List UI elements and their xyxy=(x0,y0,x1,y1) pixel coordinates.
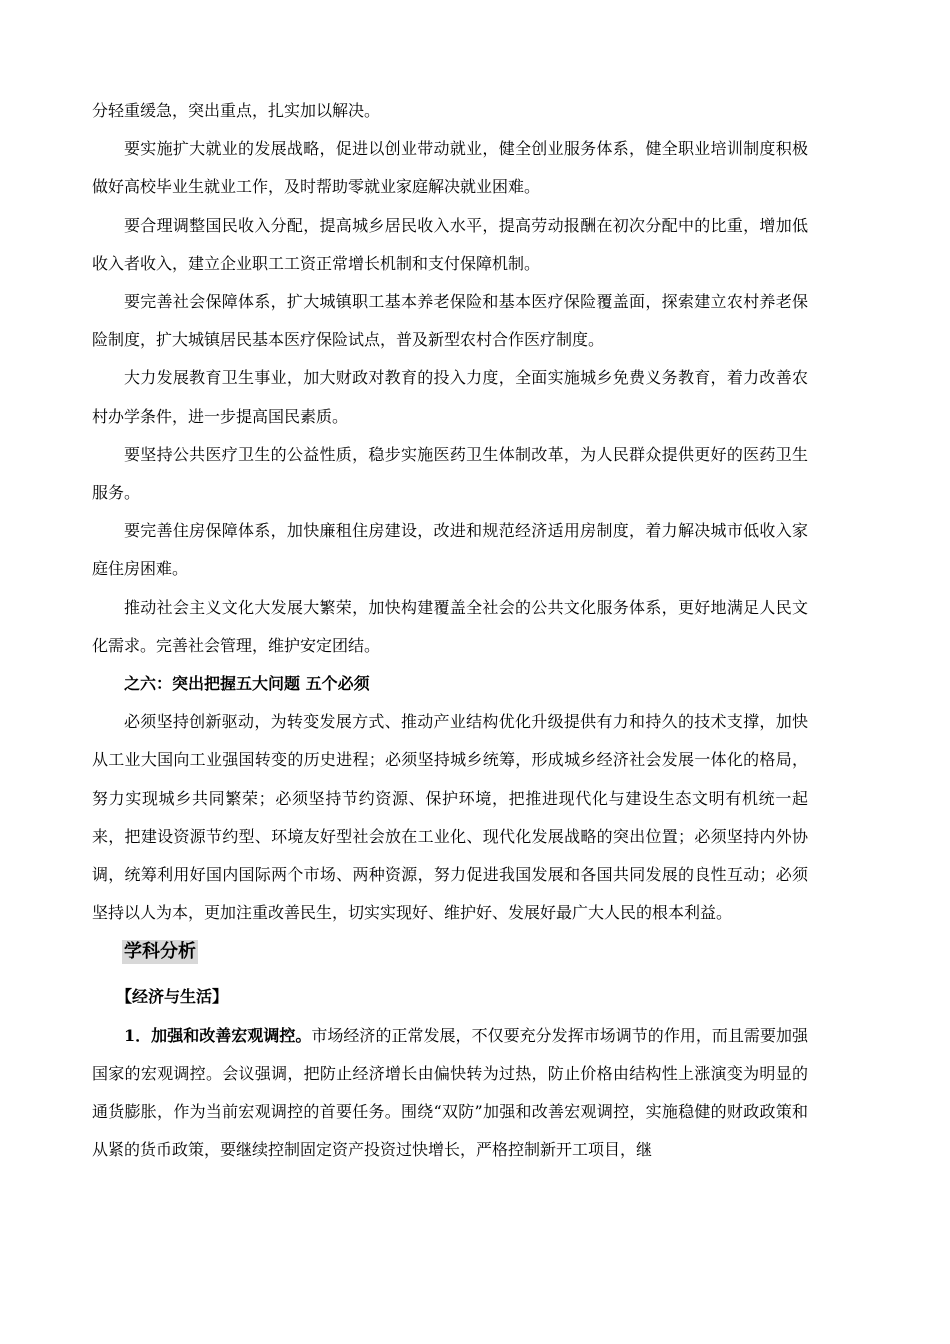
paragraph-macro-control xyxy=(92,1017,808,1170)
paragraph-employment: 要实施扩大就业的发展战略，促进以创业带动就业，健全创业服务体系，健全职业培训制度积极做好高校毕业生就业工作，及时帮助零就业家庭解决就业困难。 xyxy=(92,139,808,197)
paragraph-five-musts: 必须坚持创新驱动，为转变发展方式、推动产业结构优化升级提供有力和持久的技术支撑，加快从工业大国向工业强国转变的历史进程；必须坚持城乡统筹，形成城乡经济社会发展一体化的格局，努力实现城乡共同繁荣；必须坚持节约资源、保护环境，把推进现代化与建设生态文明有机统一起来，把建设资源节约型、环境友好型社会放在工业化、现代化发展战略的突出位置；必须坚持内外协调，统筹利用好国内国际两个市场、两种资源，努力促进我国发展和各国共同发展的良性互动；必须坚持以人为本，更加注重改善民生，切实实现好、维护好、发展好最广大人民的根本利益。 xyxy=(92,712,808,923)
paragraph-income-distribution: 要合理调整国民收入分配，提高城乡居民收入水平，提高劳动报酬在初次分配中的比重，增加低收入者收入，建立企业职工工资正常增长机制和支付保障机制。 xyxy=(92,215,808,273)
paragraph-housing: 要完善住房保障体系，加快廉租住房建设，改进和规范经济适用房制度，着力解决城市低收入家庭住房困难。 xyxy=(92,521,808,579)
paragraph-healthcare: 要坚持公共医疗卫生的公益性质，稳步实施医药卫生体制改革，为人民群众提供更好的医药卫生服务。 xyxy=(92,444,808,503)
paragraph-culture: 推动社会主义文化大发展大繁荣，加快构建覆盖全社会的公共文化服务体系，更好地满足人民文化需求。完善社会管理，维护安定团结。 xyxy=(92,597,808,655)
heading-part-six: 之六：突出把握五大问题 五个必须 xyxy=(124,674,370,694)
section-title-subject-analysis: 学科分析 xyxy=(124,941,196,963)
subsection-title-economy-life: 【经济与生活】 xyxy=(116,987,229,1007)
paragraph-macro-control-lead: 1．加强和改善宏观调控。 xyxy=(124,1025,312,1045)
paragraph-continuation: 分轻重缓急，突出重点，扎实加以解决。 xyxy=(92,101,381,120)
paragraph-macro-control-body: 市场经济的正常发展，不仅要充分发挥市场调节的作用，而且需要加强国家的宏观调控。会议强调，把防止经济增长由偏快转为过热，防止价格由结构性上涨演变为明显的通货膨胀，作为当前宏观调控的首要任务。围绕“双防”加强和改善宏观调控，实施稳健的财政政策和从紧的货币政策，要继续控制固定资产投资过快增长，严格控制新开工项目，继 xyxy=(92,1025,808,1160)
paragraph-education: 大力发展教育卫生事业，加大财政对教育的投入力度，全面实施城乡免费义务教育，着力改善农村办学条件，进一步提高国民素质。 xyxy=(92,368,808,426)
paragraph-social-security: 要完善社会保障体系，扩大城镇职工基本养老保险和基本医疗保险覆盖面，探索建立农村养老保险制度，扩大城镇居民基本医疗保险试点，普及新型农村合作医疗制度。 xyxy=(92,292,808,350)
document-page xyxy=(92,92,808,1169)
section-title-container xyxy=(92,932,808,978)
